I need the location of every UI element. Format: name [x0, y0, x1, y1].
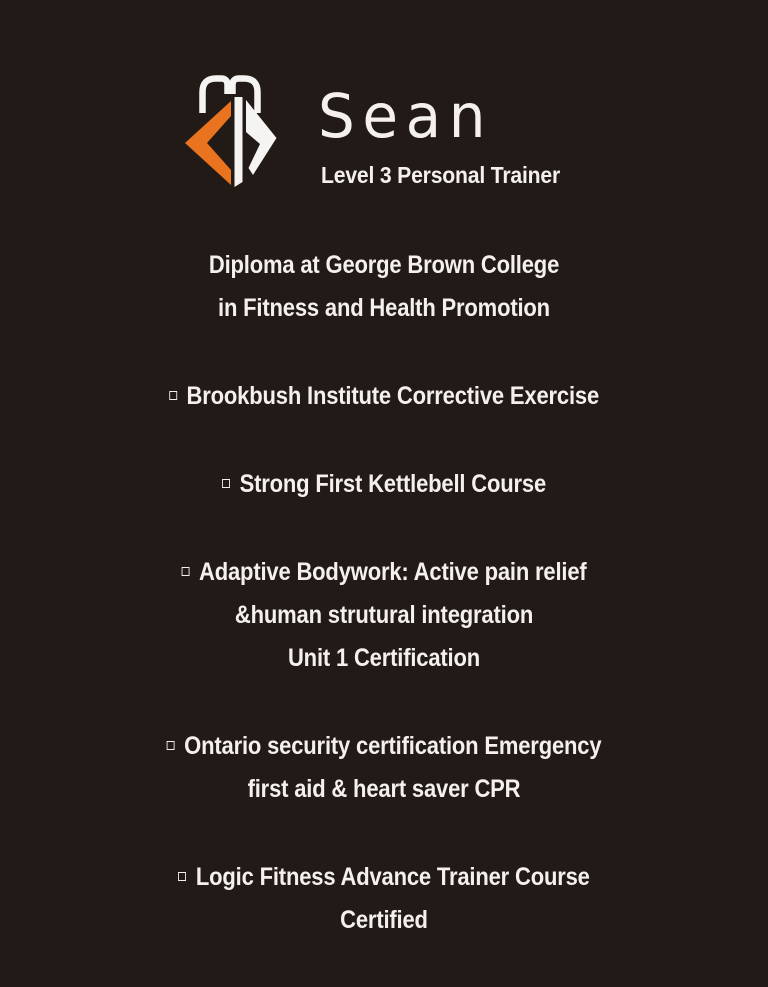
certification-line: &human strutural integration: [234, 601, 534, 629]
certification-line: [46, 725, 722, 768]
education-line: Diploma at George Brown College: [208, 251, 560, 279]
kettlebell-chevron-logo-icon: [182, 74, 278, 198]
certification-text: Logic Fitness Advance Trainer Course: [195, 863, 590, 891]
certification-text: Strong First Kettlebell Course: [239, 470, 547, 498]
certification-text: Adaptive Bodywork: Active pain relief: [199, 558, 587, 586]
bullet-square-icon: [167, 741, 175, 750]
certification-item-logic-fitness: [46, 856, 722, 942]
trainer-name: Sean: [318, 81, 494, 152]
certification-line: [46, 375, 722, 418]
credentials-list: [0, 244, 768, 987]
certification-line: first aid & heart saver CPR: [247, 775, 521, 803]
bullet-square-icon: [169, 391, 177, 400]
certification-item-strong-first: [46, 463, 722, 506]
certification-item-adaptive-bodywork: [46, 551, 722, 680]
bullet-square-icon: [181, 567, 189, 576]
certification-item-brookbush: [46, 375, 722, 418]
certification-line: Unit 1 Certification: [287, 644, 481, 672]
certification-text: Brookbush Institute Corrective Exercise: [186, 382, 600, 410]
bullet-square-icon: [222, 479, 230, 488]
logo-white-stem: [235, 97, 243, 187]
logo-white-arrow: [246, 100, 277, 175]
certification-line: Certified: [340, 906, 428, 934]
certification-line: [46, 463, 722, 506]
certification-item-ontario-security: [46, 725, 722, 811]
education-line: in Fitness and Health Promotion: [218, 294, 550, 322]
bullet-square-icon: [178, 872, 186, 881]
education-block: [46, 244, 722, 330]
certification-line: [46, 551, 722, 594]
certification-line: [46, 856, 722, 899]
certification-text: Ontario security certification Emergency: [184, 732, 602, 760]
trainer-title: Level 3 Personal Trainer: [321, 162, 561, 188]
logo-orange-chevron: [185, 101, 231, 185]
